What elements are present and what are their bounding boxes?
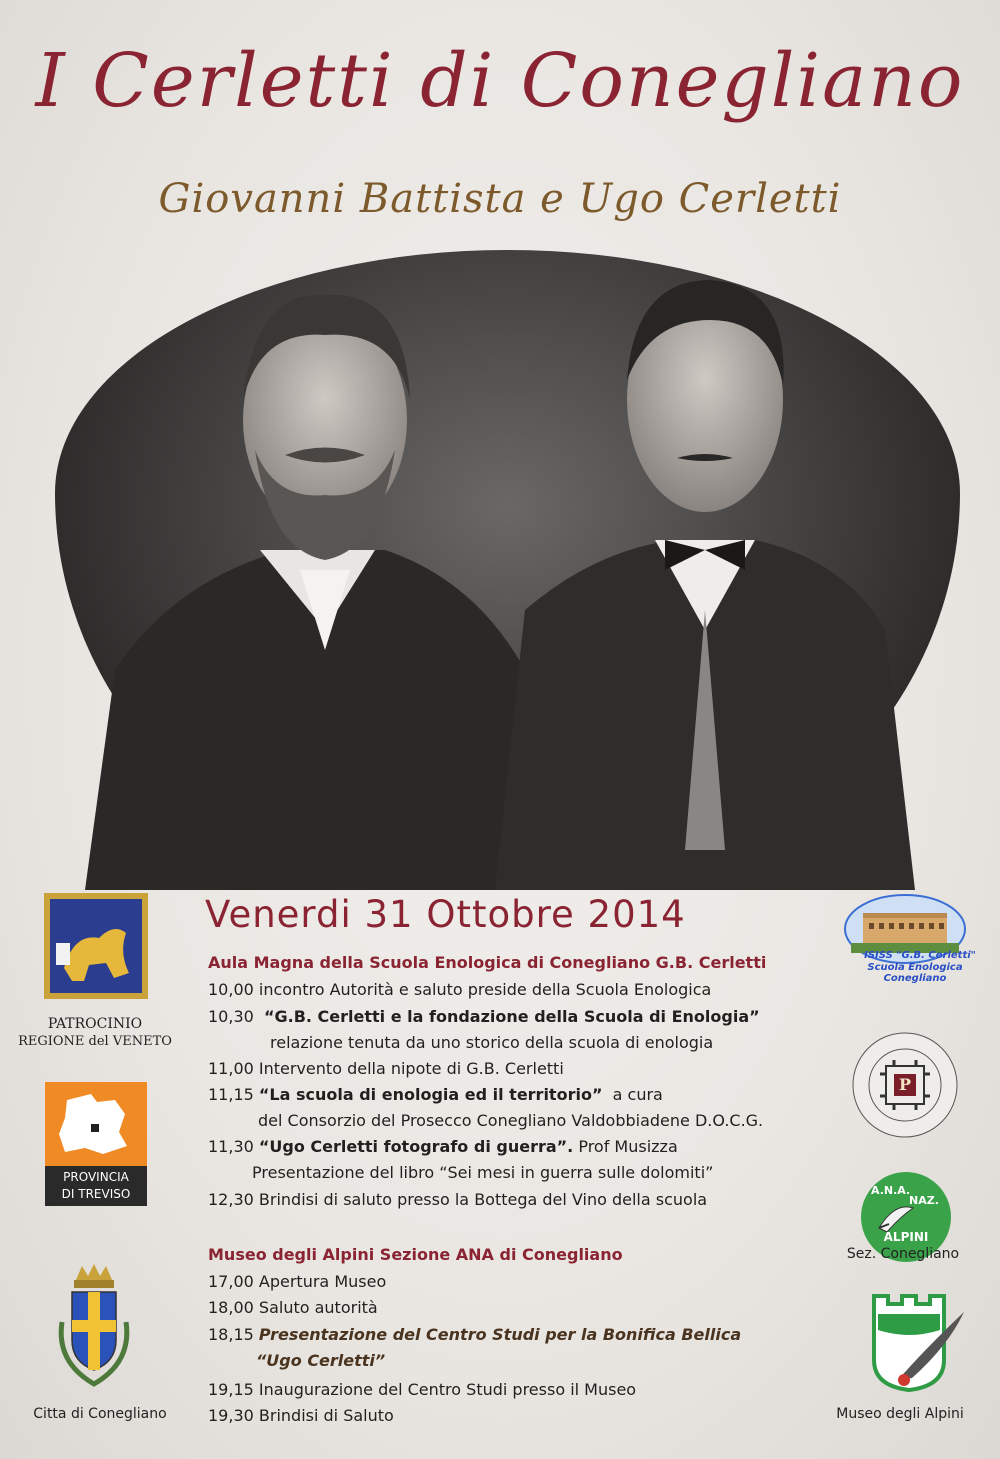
program-line (208, 1059, 564, 1078)
item-text: “Ugo Cerletti fotografo di guerra”. (258, 1137, 574, 1156)
citta-caption: Citta di Conegliano (33, 1406, 167, 1422)
program-line (252, 1163, 713, 1182)
program-line (208, 1325, 741, 1344)
session1-venue: Aula Magna della Scuola Enologica di Conegliano G.B. Cerletti (208, 953, 767, 972)
item-text: relazione tenuta da uno storico della scuola di enologia (270, 1033, 714, 1052)
program-line (256, 1351, 385, 1370)
provincia-treviso-logo (45, 1082, 147, 1206)
time: 10,00 (208, 980, 254, 999)
time: 18,00 (208, 1298, 254, 1317)
item-text: Presentazione del libro “Sei mesi in guerra sulle dolomiti” (252, 1163, 714, 1182)
poster-title: I Cerletti di Conegliano (35, 38, 965, 124)
item-text: Saluto autorità (258, 1298, 378, 1317)
item-text: Intervento della nipote di G.B. Cerletti (258, 1059, 564, 1078)
program-line (208, 1272, 386, 1291)
program-line (208, 980, 711, 999)
isiss-top-text: ISISS "G.B. Cerletti" (864, 950, 976, 961)
museo-caption: Museo degli Alpini (836, 1406, 964, 1422)
program-line (208, 1406, 394, 1425)
item-text: “Ugo Cerletti” (256, 1351, 386, 1370)
museo-alpini-logo (868, 1290, 968, 1394)
isiss-bottom-text: Scuola Enologica Conegliano (867, 962, 963, 984)
program-line (208, 1137, 678, 1156)
item-text: Brindisi di Saluto (258, 1406, 394, 1425)
program-line (208, 1380, 636, 1399)
time: 18,15 (208, 1325, 254, 1344)
item-text: Brindisi di saluto presso la Bottega del Vino della scuola (258, 1190, 708, 1209)
provincia-map-icon (45, 1082, 147, 1166)
ana-name-text: ALPINI (883, 1230, 929, 1244)
consorzio-prosecco-seal (850, 1030, 960, 1140)
provincia-line-2: DI TREVISO (61, 1187, 131, 1201)
ana-top-text: A.N.A. (871, 1184, 911, 1197)
regione-caption-2: REGIONE del VENETO (18, 1034, 172, 1049)
event-date: Venerdi 31 Ottobre 2014 (205, 893, 686, 936)
portrait-photo (55, 250, 960, 890)
program-line (270, 1033, 713, 1052)
time: 10,30 (208, 1007, 254, 1026)
item-text: “La scuola di enologia ed il territorio” (258, 1085, 603, 1104)
program-line (258, 1111, 763, 1130)
portrait-right-man (495, 280, 915, 890)
time: 19,30 (208, 1406, 254, 1425)
portrait-illustration (55, 250, 960, 890)
program-line (208, 1085, 663, 1104)
consorzio-letter: P (898, 1075, 912, 1094)
citta-conegliano-crest (50, 1262, 138, 1390)
item-text: incontro Autorità e saluto preside della Scuola Enologica (258, 980, 712, 999)
program-line (208, 1190, 707, 1209)
time: 11,15 (208, 1085, 254, 1104)
time: 11,00 (208, 1059, 254, 1078)
item-extra: a cura (612, 1085, 663, 1104)
program-line (208, 1007, 760, 1026)
crown-icon (76, 1264, 112, 1280)
program-line (208, 1298, 378, 1317)
time: 19,15 (208, 1380, 254, 1399)
portrait-left-man (85, 295, 555, 890)
regione-veneto-logo (44, 893, 148, 999)
provincia-line-1: PROVINCIA (63, 1170, 129, 1184)
poster-subtitle: Giovanni Battista e Ugo Cerletti (158, 176, 842, 222)
time: 11,30 (208, 1137, 254, 1156)
session2-venue: Museo degli Alpini Sezione ANA di Conegliano (208, 1245, 623, 1264)
ana-naz-text: NAZ. (909, 1194, 939, 1207)
regione-caption-1: PATROCINIO (47, 1016, 143, 1032)
time: 17,00 (208, 1272, 254, 1291)
item-text: del Consorzio del Prosecco Conegliano Valdobbiadene D.O.C.G. (258, 1111, 764, 1130)
item-text: Apertura Museo (258, 1272, 387, 1291)
item-text: Inaugurazione del Centro Studi presso il Museo (258, 1380, 637, 1399)
item-text: Presentazione del Centro Studi per la Bonifica Bellica (258, 1325, 742, 1344)
item-text: “G.B. Cerletti e la fondazione della Scuola di Enologia” (263, 1007, 760, 1026)
item-extra: Prof Musizza (578, 1137, 678, 1156)
alpini-caption: Sez. Conegliano (846, 1246, 960, 1262)
time: 12,30 (208, 1190, 254, 1209)
